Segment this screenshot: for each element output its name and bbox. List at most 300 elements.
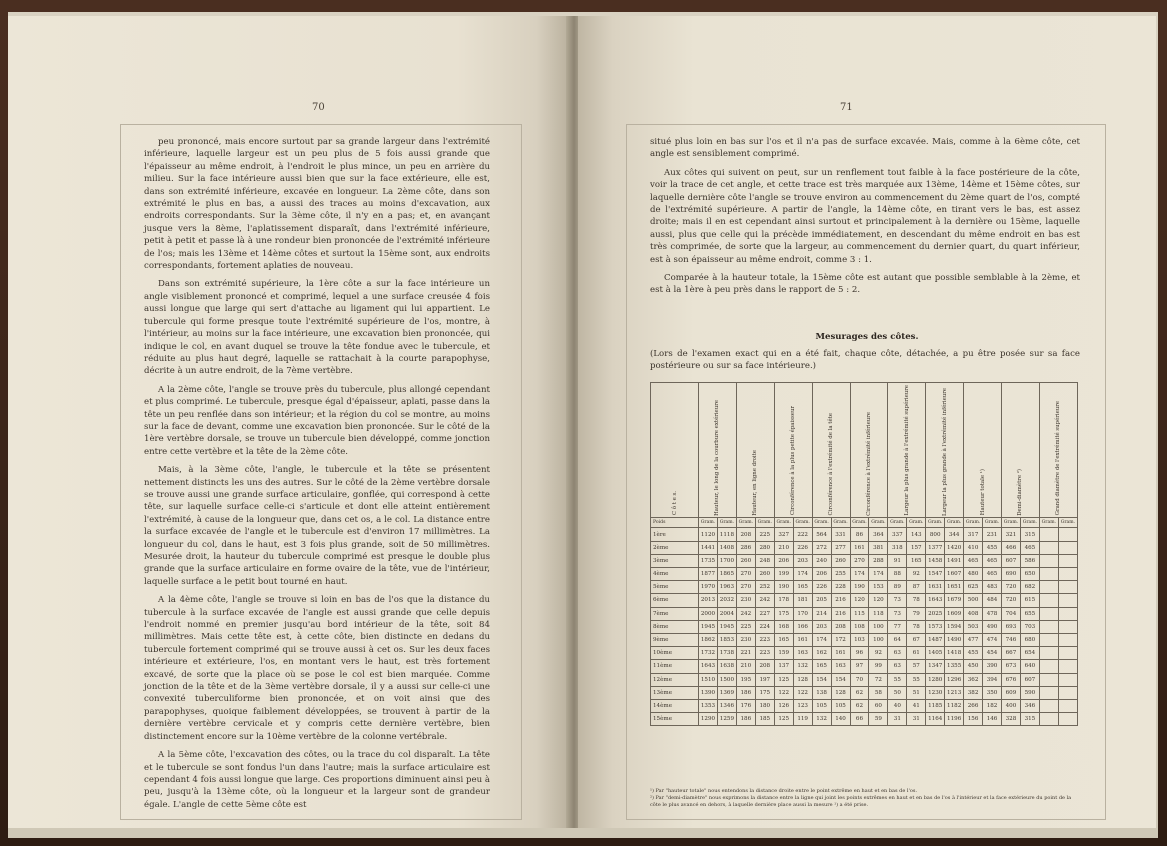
table-body <box>651 528 1078 726</box>
right-page <box>578 16 1156 828</box>
table-cell: 165 <box>907 554 926 567</box>
table-cell: 214 <box>812 607 831 620</box>
row-label: 7ème <box>651 607 699 620</box>
table-cell: 154 <box>812 673 831 686</box>
unit-cell: Gram. <box>850 518 869 528</box>
table-row <box>651 554 1078 567</box>
section-heading: Mesurages des côtes. <box>815 332 919 342</box>
table-cell: 640 <box>1020 660 1039 673</box>
table-cell-empty <box>1039 699 1058 712</box>
unit-cell: Gram. <box>793 518 812 528</box>
table-column-header <box>774 383 812 518</box>
table-cell: 62 <box>850 699 869 712</box>
table-cell: 1865 <box>717 568 736 581</box>
table-cell: 125 <box>774 673 793 686</box>
table-cell: 88 <box>888 568 907 581</box>
table-cell: 208 <box>831 620 850 633</box>
table-cell: 255 <box>831 568 850 581</box>
table-cell: 50 <box>888 686 907 699</box>
table-cell: 1970 <box>699 581 718 594</box>
table-cell: 92 <box>869 647 888 660</box>
table-cell: 226 <box>793 541 812 554</box>
table-cell-empty <box>1058 699 1077 712</box>
table-cell-empty <box>1039 607 1058 620</box>
table-cell: 615 <box>1020 594 1039 607</box>
table-column-header <box>964 383 1002 518</box>
table-cell: 690 <box>1002 568 1021 581</box>
table-cell-empty <box>1039 620 1058 633</box>
table-cell: 1877 <box>699 568 718 581</box>
row-label: 10ème <box>651 647 699 660</box>
table-cell: 190 <box>774 581 793 594</box>
table-row <box>651 541 1078 554</box>
right-page-number: 71 <box>840 102 853 113</box>
unit-cell: Gram. <box>812 518 831 528</box>
table-cell: 41 <box>907 699 926 712</box>
table-cell: 174 <box>793 568 812 581</box>
table-cell: 1609 <box>945 607 964 620</box>
table-cell: 465 <box>983 554 1002 567</box>
table-cell: 1607 <box>945 568 964 581</box>
table-cell-empty <box>1039 673 1058 686</box>
table-cell: 2004 <box>717 607 736 620</box>
table-cell: 40 <box>888 699 907 712</box>
table-cell: 1643 <box>926 594 945 607</box>
table-intro <box>650 348 1080 379</box>
table-cell: 1945 <box>699 620 718 633</box>
left-page-text <box>144 136 490 817</box>
row-label: 13ème <box>651 686 699 699</box>
table-cell: 190 <box>850 581 869 594</box>
table-column-header <box>850 383 888 518</box>
table-cell: 1346 <box>717 699 736 712</box>
row-label: 5ème <box>651 581 699 594</box>
table-cell: 60 <box>869 699 888 712</box>
footnote: ²) Par "demi-diamètre" nous exprimons la distance entre la ligne qui joint les points extrêmes en haut et en bas de l'os à l'intérieur et la face extérieure du point de la côte le plus avancé en dehors, à laquelle dernière place aussi la mesure ¹) a été prise. <box>650 795 1072 808</box>
table-cell: 667 <box>1002 647 1021 660</box>
row-label: 8ème <box>651 620 699 633</box>
table-cell: 186 <box>736 713 755 726</box>
left-page <box>8 16 570 828</box>
table-cell: 115 <box>850 607 869 620</box>
table-row <box>651 581 1078 594</box>
table-cell: 478 <box>983 607 1002 620</box>
table-cell: 185 <box>755 713 774 726</box>
right-paragraph: Comparée à la hauteur totale, la 15ème côte est autant que possible semblable à la 2ème, et est à la 1ère à peu près dans le rapport de 5 : 2. <box>650 273 1080 296</box>
table-cell: 450 <box>964 660 983 673</box>
row-label: 15ème <box>651 713 699 726</box>
table-cell: 673 <box>1002 660 1021 673</box>
table-cell: 321 <box>1002 528 1021 541</box>
table-cell: 161 <box>831 647 850 660</box>
table-cell: 125 <box>774 713 793 726</box>
table-cell: 103 <box>850 633 869 646</box>
table-cell: 270 <box>736 581 755 594</box>
table-cell: 156 <box>964 713 983 726</box>
table-column-header <box>699 383 737 518</box>
unit-cell: Gram. <box>736 518 755 528</box>
table-cell: 242 <box>736 607 755 620</box>
table-cell: 586 <box>1020 554 1039 567</box>
table-cell: 153 <box>869 581 888 594</box>
row-label: 6ème <box>651 594 699 607</box>
table-cell: 465 <box>983 568 1002 581</box>
table-cell: 122 <box>774 686 793 699</box>
row-label: 4ème <box>651 568 699 581</box>
table-cell: 119 <box>793 713 812 726</box>
table-row <box>651 528 1078 541</box>
table-cell: 120 <box>850 594 869 607</box>
row-label: 11ème <box>651 660 699 673</box>
table-cell: 703 <box>1020 620 1039 633</box>
table-cell: 1441 <box>699 541 718 554</box>
table-cell: 466 <box>1002 541 1021 554</box>
table-cell: 221 <box>736 647 755 660</box>
table-cell: 280 <box>755 541 774 554</box>
table-cell: 166 <box>793 620 812 633</box>
table-cell-empty <box>1058 541 1077 554</box>
table-cell: 195 <box>736 673 755 686</box>
unit-cell: Gram. <box>964 518 983 528</box>
table-cell: 226 <box>812 581 831 594</box>
table-cell: 176 <box>736 699 755 712</box>
table-cell-empty <box>1039 713 1058 726</box>
column-header-text: Circonférence à l'extrémité inférieure <box>865 411 872 516</box>
table-cell: 1347 <box>926 660 945 673</box>
table-cell: 1296 <box>945 673 964 686</box>
left-paragraph: Dans son extrémité supérieure, la 1ère côte a sur la face intérieure un angle visiblement prononcé et comprimé, lequel a une surface creusée 4 fois aussi longue que large qui sert d'attache au ligament qui lui appartient. Le tubercule qui forme presque toute l'extrémité supérieure de l'os, montre, à l'intérieur, au moins sur la face intérieure, une excavation bien prononcée, qui indique le col, en avant duquel se trouve la tête fondue avec le tubercule, et réduite au plus haut degré, laquelle se rattachait à la courte parapophyse, décrite à un autre endroit, de la 7ème vertèbre. <box>144 279 490 377</box>
table-cell: 228 <box>831 581 850 594</box>
row-label: 9ème <box>651 633 699 646</box>
table-corner-label <box>651 383 699 518</box>
table-cell: 654 <box>1020 647 1039 660</box>
table-cell: 327 <box>774 528 793 541</box>
table-cell: 1500 <box>717 673 736 686</box>
table-column-header <box>1039 383 1077 518</box>
table-cell: 182 <box>983 699 1002 712</box>
unit-cell: Gram. <box>1002 518 1021 528</box>
table-cell: 140 <box>831 713 850 726</box>
table-cell-empty <box>1039 568 1058 581</box>
table-cell: 128 <box>793 673 812 686</box>
table-cell: 286 <box>736 541 755 554</box>
table-cell-empty <box>1058 594 1077 607</box>
table-cell: 1700 <box>717 554 736 567</box>
table-cell: 390 <box>983 660 1002 673</box>
table-cell-empty <box>1058 581 1077 594</box>
unit-cell: Gram. <box>755 518 774 528</box>
table-cell: 1945 <box>717 620 736 633</box>
table-cell: 181 <box>793 594 812 607</box>
table-cell: 199 <box>774 568 793 581</box>
table-column-header <box>926 383 964 518</box>
table-cell: 240 <box>812 554 831 567</box>
table-cell: 72 <box>869 673 888 686</box>
column-header-text: Hauteur, en ligne droite <box>752 449 759 516</box>
table-cell: 455 <box>983 541 1002 554</box>
table-cell: 161 <box>850 541 869 554</box>
table-cell: 227 <box>755 607 774 620</box>
table-cell: 31 <box>907 713 926 726</box>
unit-cell: Gram. <box>1058 518 1077 528</box>
table-cell: 57 <box>907 660 926 673</box>
table-cell: 51 <box>907 686 926 699</box>
table-cell: 128 <box>831 686 850 699</box>
table-cell: 720 <box>1002 581 1021 594</box>
table-cell-empty <box>1039 594 1058 607</box>
table-cell: 120 <box>869 594 888 607</box>
table-cell: 1487 <box>926 633 945 646</box>
table-cell: 1631 <box>926 581 945 594</box>
table-cell: 163 <box>831 660 850 673</box>
table-cell: 210 <box>774 541 793 554</box>
right-paragraph: Aux côtes qui suivent on peut, sur un renflement tout faible à la face postérieure de la côte, voir la trace de cet angle, et cette trace est très marquée aux 13ème, 14ème et 15ème côtes, sur laquelle dernière côte l'angle se trouve environ au commencement du 2ème quart de l'os, compté de l'extrémité supérieure. A partir de l'angle, la 14ème côte, en tirant vers le bas, est assez droite; mais il en est cependant ainsi surtout et principalement à la dernière ou 15ème, laquelle aussi, plus que celle qui la précède immédiatement, en descendant du même endroit en bas est très comprimée, de sorte que la largeur, au commencement du dernier quart, du quart inférieur, est à son épaisseur au même endroit, comme 3 : 1. <box>650 167 1080 265</box>
row-label: 2ème <box>651 541 699 554</box>
table-cell: 73 <box>888 594 907 607</box>
table-cell: 682 <box>1020 581 1039 594</box>
table-cell: 122 <box>793 686 812 699</box>
left-paragraph: A la 2ème côte, l'angle se trouve près du tubercule, plus allongé cependant et plus comprimé. Le tubercule, presque égal d'épaisseur, aplati, passe dans la tête un peu renflée dans son intérieur; et la région du col se montre, au moins sur la face de devant, comme une excavation bien prononcée. Sur le côté de la 1ère vertèbre dorsale, se trouve un tubercule bien développé, comme jonction entre cette vertèbre et la tête de la 2ème côte. <box>144 384 490 457</box>
table-cell: 346 <box>1020 699 1039 712</box>
table-cell: 206 <box>774 554 793 567</box>
unit-cell: Gram. <box>831 518 850 528</box>
table-cell: 454 <box>983 647 1002 660</box>
table-cell: 408 <box>964 607 983 620</box>
footnotes <box>650 788 1080 809</box>
table-cell: 205 <box>812 594 831 607</box>
unit-cell: Gram. <box>945 518 964 528</box>
table-cell: 99 <box>869 660 888 673</box>
unit-cell: Gram. <box>888 518 907 528</box>
table-cell: 344 <box>945 528 964 541</box>
table-cell: 315 <box>1020 528 1039 541</box>
row-label: 1ère <box>651 528 699 541</box>
table-row <box>651 647 1078 660</box>
table-cell-empty <box>1058 568 1077 581</box>
table-cell: 225 <box>736 620 755 633</box>
table-row <box>651 633 1078 646</box>
table-cell: 132 <box>812 713 831 726</box>
table-cell: 1230 <box>926 686 945 699</box>
table-cell: 503 <box>964 620 983 633</box>
table-cell: 86 <box>850 528 869 541</box>
unit-cell: Gram. <box>983 518 1002 528</box>
table-cell: 168 <box>774 620 793 633</box>
table-cell: 680 <box>1020 633 1039 646</box>
unit-cell: Gram. <box>1039 518 1058 528</box>
table-cell: 91 <box>888 554 907 567</box>
table-cell: 97 <box>850 660 869 673</box>
row-label: 12ème <box>651 673 699 686</box>
table-cell: 1290 <box>699 713 718 726</box>
table-cell: 483 <box>983 581 1002 594</box>
table-cell: 1353 <box>699 699 718 712</box>
row-label: 3ème <box>651 554 699 567</box>
column-header-text: Hauteur, le long de la courbure extérieure <box>714 399 721 516</box>
table-column-header <box>736 383 774 518</box>
table-cell: 1185 <box>926 699 945 712</box>
table-cell: 248 <box>755 554 774 567</box>
table-cell: 62 <box>850 686 869 699</box>
table-column-header <box>888 383 926 518</box>
table-cell: 222 <box>793 528 812 541</box>
table-cell: 484 <box>983 594 1002 607</box>
table-unit-row <box>651 518 1078 528</box>
table-cell: 260 <box>736 554 755 567</box>
table-row <box>651 594 1078 607</box>
unit-cell: Gram. <box>907 518 926 528</box>
table-cell: 63 <box>888 660 907 673</box>
table-cell: 157 <box>907 541 926 554</box>
table-cell-empty <box>1039 528 1058 541</box>
table-cell: 1405 <box>926 647 945 660</box>
table-cell: 70 <box>850 673 869 686</box>
table-cell: 400 <box>1002 699 1021 712</box>
table-cell: 230 <box>736 633 755 646</box>
right-paragraph: situé plus loin en bas sur l'os et il n'a pas de surface excavée. Mais, comme à la 6ème côte, cet angle est sensiblement comprimé. <box>650 137 1080 160</box>
column-header-text: Grand diamètre de l'extrémité supérieure <box>1055 401 1062 516</box>
table-cell: 337 <box>888 528 907 541</box>
table-cell: 89 <box>888 581 907 594</box>
table-cell: 170 <box>793 607 812 620</box>
table-cell: 260 <box>831 554 850 567</box>
table-cell: 2013 <box>699 594 718 607</box>
table-cell: 225 <box>755 528 774 541</box>
table-cell: 174 <box>812 633 831 646</box>
table-cell: 477 <box>964 633 983 646</box>
table-cell: 650 <box>1020 568 1039 581</box>
table-cell: 138 <box>812 686 831 699</box>
table-cell: 77 <box>888 620 907 633</box>
table-cell-empty <box>1058 554 1077 567</box>
table-cell: 174 <box>850 568 869 581</box>
table-cell-empty <box>1039 541 1058 554</box>
row-label: 14ème <box>651 699 699 712</box>
table-row <box>651 713 1078 726</box>
table-cell: 1573 <box>926 620 945 633</box>
table-cell: 362 <box>964 673 983 686</box>
table-cell: 161 <box>793 633 812 646</box>
table-column-header <box>812 383 850 518</box>
table-cell-empty <box>1039 686 1058 699</box>
table-cell-empty <box>1039 581 1058 594</box>
table-row <box>651 699 1078 712</box>
table-cell: 210 <box>736 660 755 673</box>
table-cell: 63 <box>888 647 907 660</box>
table-cell: 197 <box>755 673 774 686</box>
table-cell: 175 <box>774 607 793 620</box>
table-cell: 331 <box>831 528 850 541</box>
table-cell: 1853 <box>717 633 736 646</box>
table-cell: 178 <box>774 594 793 607</box>
footnote: ¹) Par "hauteur totale" nous entendons la distance droite entre le point extrême en haut et en bas de l'os. <box>650 788 918 794</box>
table-cell: 216 <box>831 594 850 607</box>
table-cell-empty <box>1039 647 1058 660</box>
table-column-header <box>1002 383 1040 518</box>
table-cell: 455 <box>964 647 983 660</box>
table-cell: 1490 <box>945 633 964 646</box>
unit-cell: Gram. <box>926 518 945 528</box>
table-cell: 625 <box>964 581 983 594</box>
table-cell: 590 <box>1020 686 1039 699</box>
table-cell-empty <box>1058 660 1077 673</box>
table-cell: 720 <box>1002 594 1021 607</box>
table-cell: 1643 <box>699 660 718 673</box>
table-cell: 746 <box>1002 633 1021 646</box>
table-cell-empty <box>1039 660 1058 673</box>
table-cell: 146 <box>983 713 1002 726</box>
table-cell: 1738 <box>717 647 736 660</box>
table-cell: 163 <box>793 647 812 660</box>
table-cell: 1862 <box>699 633 718 646</box>
table-cell: 58 <box>869 686 888 699</box>
table-cell: 655 <box>1020 607 1039 620</box>
table-cell-empty <box>1058 686 1077 699</box>
table-cell-empty <box>1058 607 1077 620</box>
table-row <box>651 686 1078 699</box>
table-cell: 1164 <box>926 713 945 726</box>
table-cell: 1594 <box>945 620 964 633</box>
table-cell: 1196 <box>945 713 964 726</box>
table-cell: 315 <box>1020 713 1039 726</box>
table-cell: 607 <box>1020 673 1039 686</box>
table-cell: 800 <box>926 528 945 541</box>
table-cell: 609 <box>1002 686 1021 699</box>
table-cell: 1491 <box>945 554 964 567</box>
table-cell: 1679 <box>945 594 964 607</box>
table-cell: 1547 <box>926 568 945 581</box>
table-cell: 1510 <box>699 673 718 686</box>
table-cell-empty <box>1058 528 1077 541</box>
table-cell-empty <box>1039 554 1058 567</box>
column-header-text: Largeur la plus grande à l'extrémité inférieure <box>941 387 948 516</box>
table-cell-empty <box>1058 620 1077 633</box>
table-cell: 266 <box>964 699 983 712</box>
table-cell: 1408 <box>717 541 736 554</box>
table-cell: 2000 <box>699 607 718 620</box>
table-cell-empty <box>1058 713 1077 726</box>
column-header-text: Hauteur totale ¹) <box>979 469 986 516</box>
table-cell: 410 <box>964 541 983 554</box>
table-cell: 100 <box>869 620 888 633</box>
unit-cell: Gram. <box>774 518 793 528</box>
table-cell: 165 <box>812 660 831 673</box>
table-cell: 126 <box>774 699 793 712</box>
table-cell: 105 <box>812 699 831 712</box>
table-cell: 73 <box>888 607 907 620</box>
table-row <box>651 568 1078 581</box>
table-cell: 1118 <box>717 528 736 541</box>
table-cell: 381 <box>869 541 888 554</box>
table-cell: 223 <box>755 647 774 660</box>
table-cell: 230 <box>736 594 755 607</box>
table-cell: 1458 <box>926 554 945 567</box>
table-cell: 96 <box>850 647 869 660</box>
table-cell: 270 <box>850 554 869 567</box>
table-cell: 223 <box>755 633 774 646</box>
table-cell: 206 <box>812 568 831 581</box>
table-cell: 78 <box>907 594 926 607</box>
corner-label-text: C ô t e s. <box>671 491 678 516</box>
table-cell: 288 <box>869 554 888 567</box>
table-cell: 382 <box>964 686 983 699</box>
table-cell: 132 <box>793 660 812 673</box>
table-cell: 67 <box>907 633 926 646</box>
table-cell: 64 <box>888 633 907 646</box>
table-row <box>651 620 1078 633</box>
table-cell-empty <box>1058 633 1077 646</box>
table-cell: 172 <box>831 633 850 646</box>
